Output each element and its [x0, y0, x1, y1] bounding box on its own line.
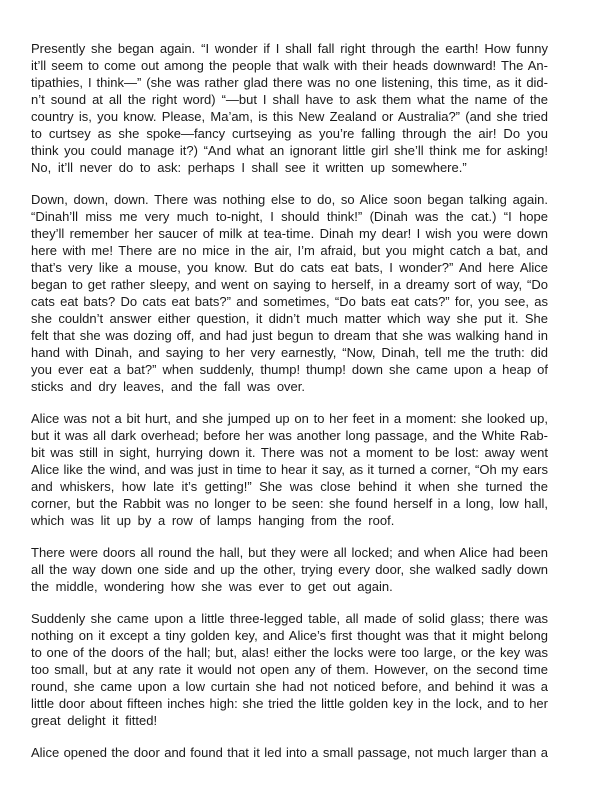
text-line: bit was still in sight, hurrying down it. There was not a moment to be lost: away went [31, 445, 548, 460]
text-line: to one of the doors of the hall; but, alas! either the locks were too large, or the key was [31, 645, 548, 660]
text-line: they’ll remember her saucer of milk at tea-time. Dinah my dear! I wish you were down [31, 226, 548, 241]
text-line: felt that she was dozing off, and had just begun to dream that she was walking hand in [31, 328, 548, 343]
text-line: Alice opened the door and found that it led into a small passage, not much larger than a [31, 745, 548, 760]
text-line: which was lit up by a row of lamps hanging from the roof. [31, 513, 395, 528]
paragraph [31, 610, 548, 729]
text-line: Suddenly she came upon a little three-legged table, all made of solid glass; there was [31, 611, 548, 626]
text-line: you ever eat a bat?” when suddenly, thump! thump! down she came upon a heap of [31, 362, 548, 377]
text-line: it’ll seem to come out among the people that walk with their heads downward! The An- [31, 58, 548, 73]
text-line: Alice was not a bit hurt, and she jumped up on to her feet in a moment: she looked up, [31, 411, 548, 426]
paragraph [31, 191, 548, 395]
text-line: Presently she began again. “I wonder if I shall fall right through the earth! How funny [31, 41, 548, 56]
text-line: No, it’ll never do to ask: perhaps I shall see it written up somewhere.” [31, 160, 467, 175]
paragraph [31, 410, 548, 529]
paragraph [31, 544, 548, 595]
text-line: think you could manage it?) “And what an ignorant little girl she’ll think me for asking! [31, 143, 548, 158]
text-line: the middle, wondering how she was ever to get out again. [31, 579, 393, 594]
text-line: she couldn’t answer either question, it didn’t much matter which way she put it. She [31, 311, 548, 326]
text-line: but it was all dark overhead; before her was another long passage, and the White Rab- [31, 428, 548, 443]
text-line: round, she came upon a low curtain she had not noticed before, and behind it was a [31, 679, 548, 694]
text-line: all the way down one side and up the other, trying every door, she walked sadly down [31, 562, 548, 577]
text-line: cats eat bats? Do cats eat bats?” and sometimes, “Do bats eat cats?” for, you see, as [31, 294, 548, 309]
text-line: little door about fifteen inches high: she tried the little golden key in the lock, and to her [31, 696, 548, 711]
paragraph [31, 744, 548, 761]
text-line: Alice like the wind, and was just in time to hear it say, as it turned a corner, “Oh my ears [31, 462, 548, 477]
text-line: to curtsey as she spoke—fancy curtseying as you’re falling through the air! Do you [31, 126, 548, 141]
text-line: nothing on it except a tiny golden key, and Alice’s first thought was that it might belong [31, 628, 548, 643]
text-line: tipathies, I think—” (she was rather glad there was no one listening, this time, as it did- [31, 75, 548, 90]
text-line: great delight it fitted! [31, 713, 158, 728]
text-line: Down, down, down. There was nothing else to do, so Alice soon began talking again. [31, 192, 548, 207]
text-line: There were doors all round the hall, but they were all locked; and when Alice had been [31, 545, 548, 560]
text-line: that’s very like a mouse, you know. But do cats eat bats, I wonder?” And here Alice [31, 260, 548, 275]
text-line: here with me! There are no mice in the air, I’m afraid, but you might catch a bat, and [31, 243, 548, 258]
text-line: began to get rather sleepy, and went on saying to herself, in a dreamy sort of way, “Do [31, 277, 548, 292]
text-line: corner, but the Rabbit was no longer to be seen: she found herself in a long, low hall, [31, 496, 548, 511]
text-line: too small, but at any rate it would not open any of them. However, on the second time [31, 662, 548, 677]
text-line: n’t sound at all the right word) “—but I shall have to ask them what the name of the [31, 92, 548, 107]
text-line: country is, you know. Please, Ma’am, is this New Zealand or Australia?” (and she tried [31, 109, 548, 124]
text-line: “Dinah’ll miss me very much to-night, I should think!” (Dinah was the cat.) “I hope [31, 209, 548, 224]
text-line: sticks and dry leaves, and the fall was over. [31, 379, 306, 394]
text-line: hand with Dinah, and saying to her very earnestly, “Now, Dinah, tell me the truth: did [31, 345, 548, 360]
text-line: and whiskers, how late it’s getting!” She was close behind it when she turned the [31, 479, 548, 494]
paragraph [31, 40, 548, 176]
